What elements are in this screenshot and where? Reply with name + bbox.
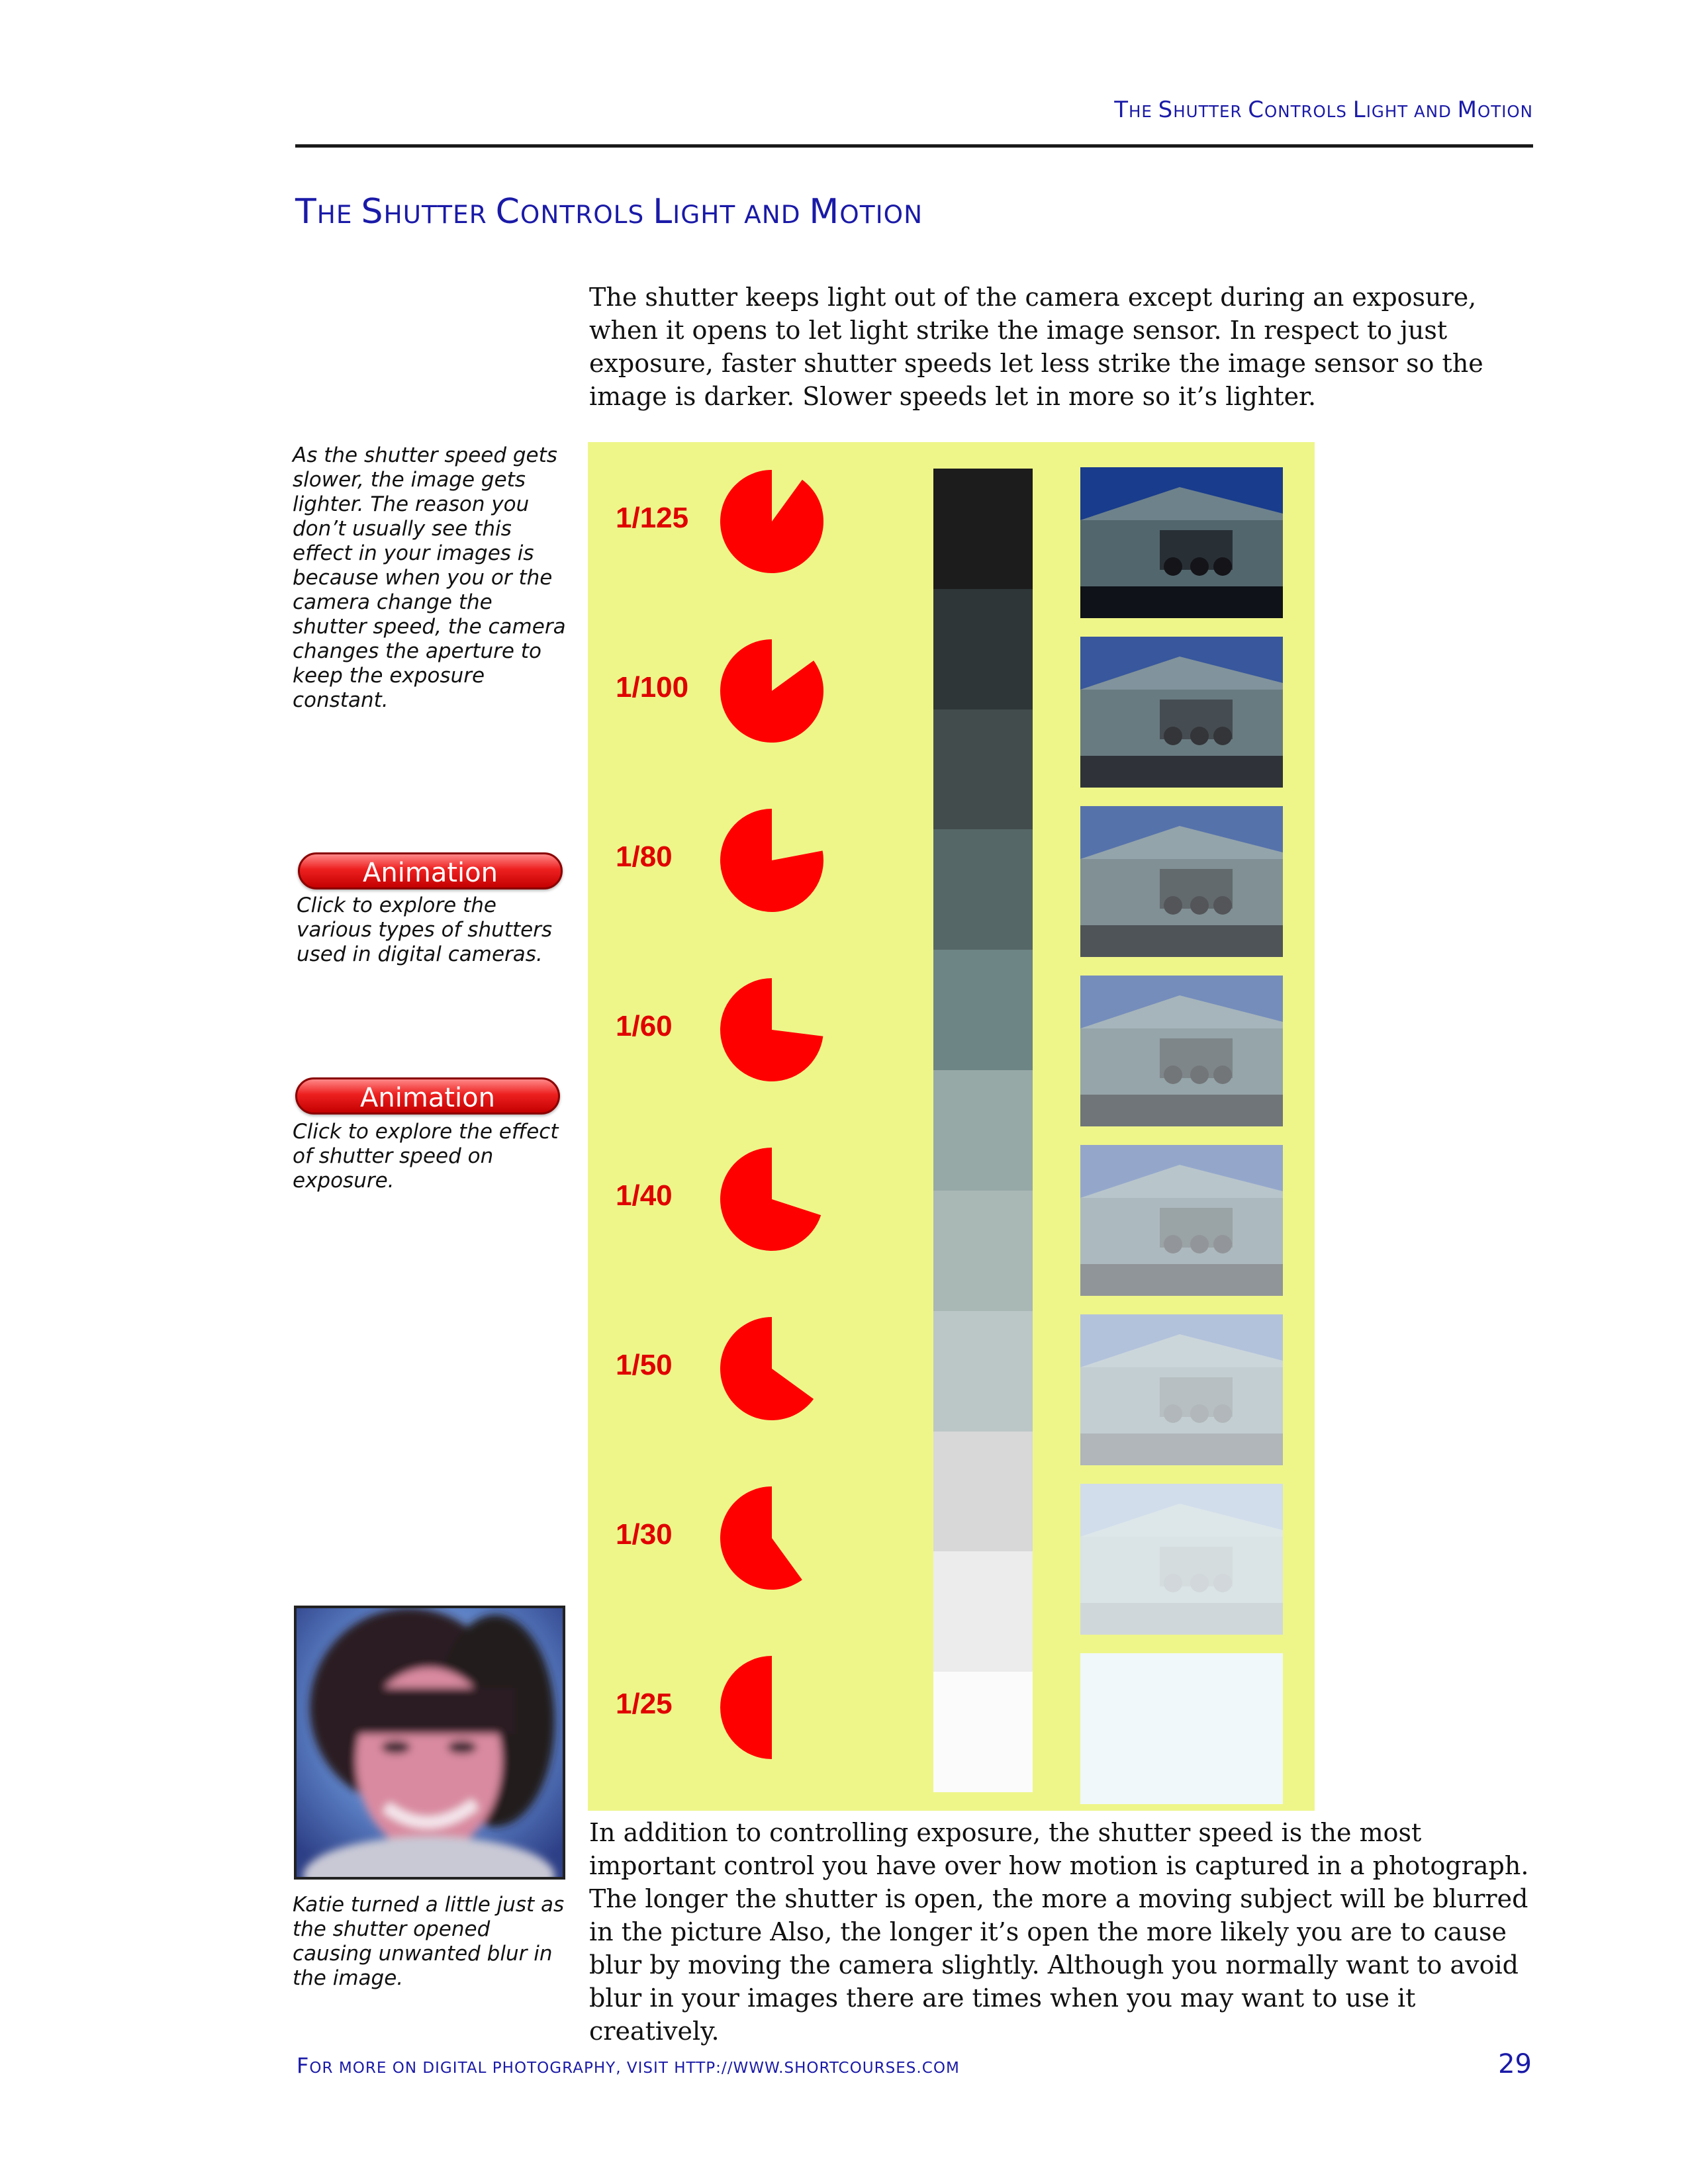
exposure-gray-step <box>933 709 1033 830</box>
exposure-gray-step <box>933 1070 1033 1191</box>
page-number: 29 <box>1498 2049 1532 2079</box>
exposure-gray-step <box>933 950 1033 1070</box>
running-header: THE SHUTTER CONTROLS LIGHT AND MOTION <box>1114 97 1533 123</box>
shutter-open-pie <box>719 1146 825 1252</box>
caption-animation-shutter-types: Click to explore the various types of shutters used in digital cameras. <box>297 893 553 966</box>
motion-paragraph: In addition to controlling exposure, the shutter speed is the most important control you have over how motion is captured in a photograph. The longer the shutter is open, the more a moving subject will be blurred in the picture Also, the longer it’s open the more likely you are to cause blur by moving the camera slightly. Although you normally want to avoid blur in your images there are times when you may want to use it creatively. <box>589 1818 1529 2046</box>
shutter-pie-slice <box>720 1317 814 1420</box>
shutter-open-pie <box>719 977 825 1083</box>
exposure-gray-step <box>933 1191 1033 1311</box>
footer-link-text[interactable]: FOR MORE ON DIGITAL PHOTOGRAPHY, VISIT HTTP://WWW.SHORTCOURSES.COM <box>297 2053 960 2078</box>
exposure-gray-step <box>933 829 1033 950</box>
shutter-open-pie <box>719 1655 825 1760</box>
shutter-speed-label: 1/25 <box>616 1688 673 1720</box>
shutter-speed-label: 1/40 <box>616 1179 673 1212</box>
exposure-gray-step <box>933 1432 1033 1552</box>
exposure-gray-step <box>933 589 1033 709</box>
animation-button-shutter-exposure[interactable]: Animation <box>295 1077 560 1115</box>
caption-animation-shutter-exposure: Click to explore the effect of shutter speed on exposure. <box>293 1120 559 1193</box>
exposure-thumbnail <box>1080 976 1283 1126</box>
header-rule <box>295 144 1533 148</box>
exposure-gray-step <box>933 469 1033 589</box>
shutter-speed-label: 1/80 <box>616 841 673 873</box>
page-title: THE SHUTTER CONTROLS LIGHT AND MOTION <box>295 192 923 232</box>
shutter-speed-label: 1/60 <box>616 1010 673 1042</box>
exposure-thumbnail <box>1080 1145 1283 1296</box>
shutter-speed-label: 1/50 <box>616 1349 673 1381</box>
caption-shutter-lighter: As the shutter speed gets slower, the image gets lighter. The reason you don’t usually see this effect in your images is because when you or the camera change the shutter speed, the camera changes the aperture to keep the exposure constant. <box>293 443 566 712</box>
shutter-open-pie <box>719 638 825 744</box>
shutter-pie-slice <box>720 639 823 743</box>
exposure-thumbnail <box>1080 806 1283 957</box>
animation-button-shutter-types[interactable]: Animation <box>298 852 563 889</box>
exposure-thumbnail <box>1080 637 1283 788</box>
shutter-pie-slice <box>720 809 823 912</box>
shutter-open-pie <box>719 1316 825 1422</box>
shutter-pie-slice <box>720 978 823 1081</box>
shutter-pie-slice <box>720 470 823 573</box>
intro-paragraph: The shutter keeps light out of the camera except during an exposure, when it opens to let light strike the image sensor. In respect to just exposure, faster shutter speeds let less strike the image sensor so the image is darker. Slower speeds let in more so it’s lighter. <box>589 283 1483 411</box>
shutter-pie-slice <box>720 1148 821 1251</box>
shutter-open-pie <box>719 807 825 913</box>
shutter-pie-slice <box>720 1486 802 1590</box>
shutter-open-pie <box>719 1485 825 1591</box>
shutter-speed-label: 1/100 <box>616 671 689 704</box>
shutter-speed-exposure-figure <box>588 442 1315 1811</box>
exposure-thumbnail <box>1080 1653 1283 1804</box>
shutter-speed-label: 1/125 <box>616 502 689 534</box>
exposure-gray-step <box>933 1311 1033 1432</box>
shutter-pie-slice <box>720 1656 772 1759</box>
exposure-thumbnail <box>1080 1314 1283 1465</box>
katie-blurred-photo <box>294 1606 565 1880</box>
shutter-speed-label: 1/30 <box>616 1518 673 1551</box>
exposure-thumbnail <box>1080 467 1283 618</box>
caption-katie-blur: Katie turned a little just as the shutter opened causing unwanted blur in the image. <box>293 1893 565 1990</box>
exposure-thumbnail <box>1080 1484 1283 1635</box>
shutter-open-pie <box>719 469 825 574</box>
exposure-gray-step <box>933 1551 1033 1672</box>
exposure-gray-step <box>933 1672 1033 1792</box>
